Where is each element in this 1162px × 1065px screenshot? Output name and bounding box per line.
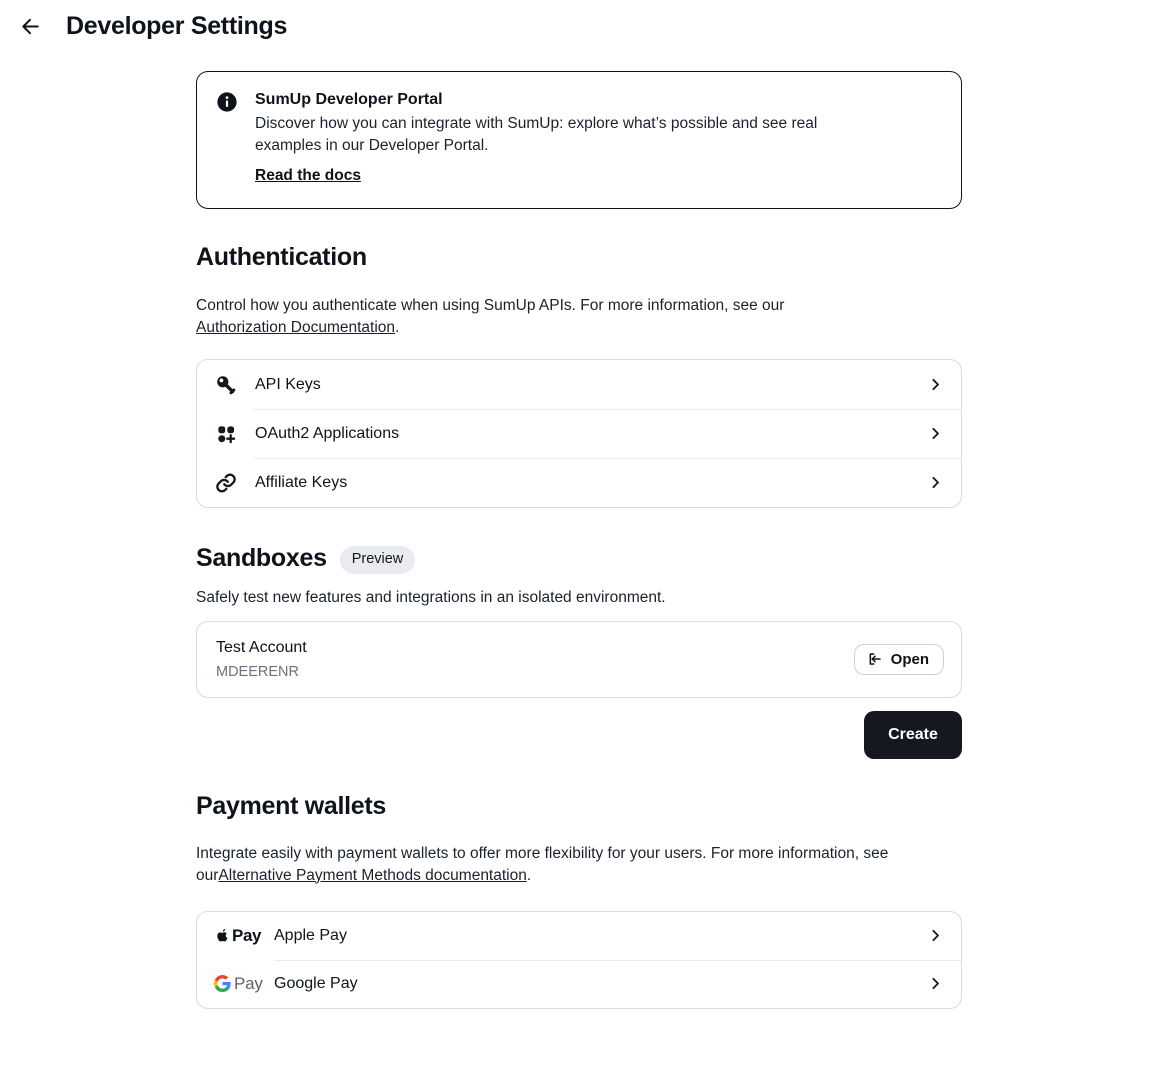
list-item-label: Affiliate Keys [255, 473, 348, 491]
info-banner [196, 71, 962, 209]
authentication-description-period: . [395, 319, 400, 336]
payment-wallets-card [196, 911, 962, 1009]
list-item-apple-pay[interactable] [197, 912, 961, 960]
sandbox-account-name: Test Account [216, 638, 307, 656]
payment-wallets-description [196, 843, 951, 887]
create-row [196, 711, 962, 759]
authentication-description [196, 295, 846, 339]
payment-wallets-description-text: Integrate easily with payment wallets to offer more flexibility for your users. For more information, see our [196, 844, 889, 884]
info-banner-title: SumUp Developer Portal [255, 91, 443, 108]
google-pay-logo [214, 973, 263, 994]
google-g-icon [214, 975, 231, 992]
list-item-label: Apple Pay [274, 926, 347, 944]
chevron-right-icon [927, 425, 944, 442]
sandbox-account-info [216, 637, 307, 682]
create-sandbox-button[interactable]: Create [864, 711, 962, 759]
chevron-right-icon [927, 975, 944, 992]
back-arrow-icon [19, 15, 42, 38]
list-item-label: API Keys [255, 375, 321, 393]
payment-wallets-description-period: . [526, 866, 532, 884]
list-item-affiliate-keys[interactable] [197, 458, 961, 507]
authentication-description-text: Control how you authenticate when using SumUp APIs. For more information, see our [196, 297, 785, 314]
oauth2-apps-icon [214, 422, 238, 446]
chevron-right-icon [927, 376, 944, 393]
open-button-label: Open [890, 650, 929, 668]
payment-wallets-heading: Payment wallets [196, 791, 387, 820]
list-item-google-pay[interactable] [197, 960, 961, 1008]
sandboxes-heading: Sandboxes [196, 543, 327, 572]
apple-pay-logo [214, 926, 260, 946]
authentication-heading: Authentication [196, 243, 367, 271]
apple-icon [214, 926, 231, 945]
alternative-payment-methods-link[interactable]: Alternative Payment Methods documentation [218, 866, 527, 884]
read-the-docs-link[interactable]: Read the docs [255, 167, 361, 184]
list-item-label: Google Pay [274, 974, 358, 992]
info-banner-body [255, 89, 875, 185]
sandbox-account-code: MDEERENR [216, 663, 299, 680]
key-icon [214, 373, 238, 397]
authorization-documentation-link[interactable]: Authorization Documentation [196, 319, 396, 336]
chevron-right-icon [927, 927, 944, 944]
info-icon [216, 91, 238, 185]
page-title: Developer Settings [66, 11, 288, 40]
sandboxes-heading-row [196, 542, 962, 574]
list-item-label: OAuth2 Applications [255, 424, 400, 442]
sandbox-account-card [196, 621, 962, 698]
page-header [0, 0, 1162, 52]
open-sandbox-button[interactable] [854, 644, 944, 675]
info-banner-description: Discover how you can integrate with SumUp: explore what’s possible and see real examples in our Developer Portal. [255, 115, 818, 154]
authentication-card [196, 359, 962, 508]
content [196, 71, 962, 1009]
back-button[interactable] [17, 13, 43, 39]
link-icon [214, 471, 238, 495]
chevron-right-icon [927, 474, 944, 491]
google-pay-wordmark: Pay [234, 973, 263, 993]
sandboxes-description: Safely test new features and integrations in an isolated environment. [196, 588, 666, 606]
list-item-api-keys[interactable] [197, 360, 961, 409]
preview-badge: Preview [340, 546, 416, 574]
login-icon [867, 651, 883, 667]
list-item-oauth2-applications[interactable] [197, 409, 961, 458]
apple-pay-wordmark: Pay [232, 925, 262, 945]
